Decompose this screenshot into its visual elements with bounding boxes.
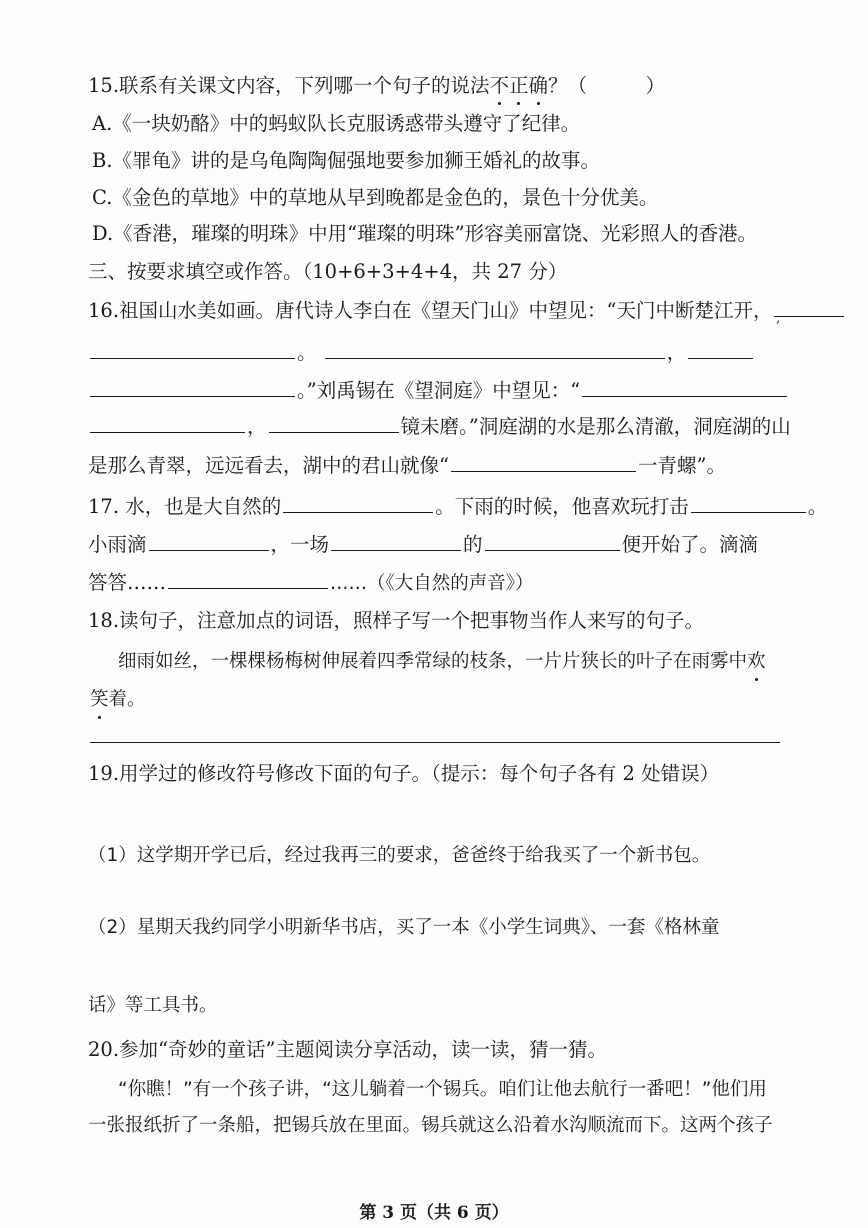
emphasis-char: 确 — [529, 72, 549, 100]
section-heading: 三、按要求填空或作答。（10+6+3+4+4，共 27 分） — [88, 260, 568, 283]
q16-text: 镜未磨。”洞庭湖的水是那么清澈，洞庭湖的山 — [400, 415, 791, 438]
emphasis-char: 欢 — [747, 648, 766, 676]
emphasis-char: 正 — [509, 72, 529, 100]
q18-example-text: 细雨如丝，一棵棵杨梅树伸展着四季常绿的枝条，一片片狭长的叶子在雨雾中 — [118, 651, 748, 672]
q16-text: 。”刘禹锡在《望洞庭》中望见：“ — [297, 379, 581, 402]
q20-stem: 20.参加“奇妙的童话”主题阅读分享活动，读一读，猜一猜。 — [88, 1038, 607, 1061]
q16-text: 16.祖国山水美如画。唐代诗人李白在《望天门山》中望见：“天门中断楚江开， — [88, 299, 773, 322]
q17-text: ，一场 — [270, 533, 330, 556]
q16-line-4 — [88, 412, 791, 441]
fill-blank[interactable] — [691, 492, 806, 513]
punct: ， — [247, 415, 267, 438]
q18-example-cont — [90, 686, 788, 714]
punct: ， — [666, 341, 687, 364]
fill-blank[interactable] — [325, 338, 665, 359]
q15-option-a: A.《一块奶酪》中的蚂蚁队长克服诱惑带头遵守了纪律。 — [92, 112, 581, 135]
q16-line-1 — [88, 296, 788, 325]
q17-line-1 — [88, 492, 828, 521]
fill-blank[interactable] — [485, 530, 620, 551]
q17-line-2 — [88, 530, 788, 559]
emphasis-char: 不 — [490, 72, 510, 100]
q16-line-2 — [88, 338, 788, 367]
q18-example-text: 着。 — [108, 689, 146, 710]
fill-blank[interactable] — [149, 530, 269, 551]
q19-stem: 19.用学过的修改符号修改下面的句子。（提示：每个句子各有 2 处错误） — [88, 762, 720, 785]
q17-text: 17. 水，也是大自然的 — [88, 495, 282, 518]
fill-blank[interactable] — [451, 451, 636, 472]
fill-blank[interactable] — [269, 412, 399, 433]
fill-blank[interactable] — [688, 338, 753, 359]
q20-passage-line-1: “你瞧！”有一个孩子讲，“这儿躺着一个锡兵。咱们让他去航行一番吧！”他们用 — [118, 1079, 767, 1100]
q19-sentence-2-cont: 话》等工具书。 — [88, 995, 218, 1016]
q18-stem: 18.读句子，注意加点的词语，照样子写一个把事物当作人来写的句子。 — [88, 609, 705, 632]
q17-text: 小雨滴 — [88, 533, 147, 556]
q15-option-d: D.《香港，璀璨的明珠》中用“璀璨的明珠”形容美丽富饶、光彩照人的香港。 — [92, 222, 758, 245]
q16-line-5 — [88, 451, 788, 480]
fill-blank[interactable] — [774, 296, 844, 317]
q18-example — [118, 648, 788, 676]
fill-blank[interactable] — [283, 492, 433, 513]
q15-answer-bracket: ？（ ） — [548, 74, 666, 97]
q15-option-c: C.《金色的草地》中的草地从早到晚都是金色的，景色十分优美。 — [92, 186, 659, 209]
q17-text: 便开始了。滴滴 — [621, 533, 759, 556]
scan-mark: , — [776, 310, 781, 326]
fill-blank[interactable] — [582, 376, 787, 397]
fill-blank[interactable] — [90, 412, 245, 433]
fill-blank[interactable] — [90, 376, 295, 397]
q17-text: 的 — [463, 533, 483, 556]
emphasis-char: 笑 — [90, 686, 109, 714]
fill-blank[interactable] — [168, 568, 328, 589]
fill-blank[interactable] — [90, 338, 295, 359]
q15-stem-text: 15.联系有关课文内容，下列哪一个句子的说法 — [88, 74, 490, 97]
q19-sentence-1: （1）这学期开学已后，经过我再三的要求，爸爸终于给我买了一个新书包。 — [88, 845, 711, 866]
q16-text: 是那么青翠，远远看去，湖中的君山就像“ — [88, 454, 449, 477]
q16-text: 一青螺”。 — [637, 454, 726, 477]
q16-line-3 — [88, 376, 788, 405]
punct: 。 — [807, 495, 828, 518]
punct: 。 — [297, 341, 317, 364]
q20-passage-line-2: 一张报纸折了一条船，把锡兵放在里面。锡兵就这么沿着水沟顺流而下。这两个孩子 — [88, 1115, 773, 1136]
q17-text: 答答…… — [88, 571, 167, 594]
page-number: 第 3 页（共 6 页） — [359, 1203, 509, 1223]
q18-answer-line[interactable] — [90, 742, 780, 743]
q19-sentence-2: （2）星期天我约同学小明新华书店，买了一本《小学生词典》、一套《格林童 — [88, 917, 720, 938]
q17-source: ……（《大自然的声音》） — [330, 573, 534, 594]
q15-option-b: B.《罪龟》讲的是乌龟陶陶倔强地要参加狮王婚礼的故事。 — [92, 149, 601, 172]
fill-blank[interactable] — [331, 530, 461, 551]
q17-line-3 — [88, 568, 788, 598]
q17-text: 。下雨的时候，他喜欢玩打击 — [435, 495, 689, 518]
q15-stem — [88, 72, 788, 100]
